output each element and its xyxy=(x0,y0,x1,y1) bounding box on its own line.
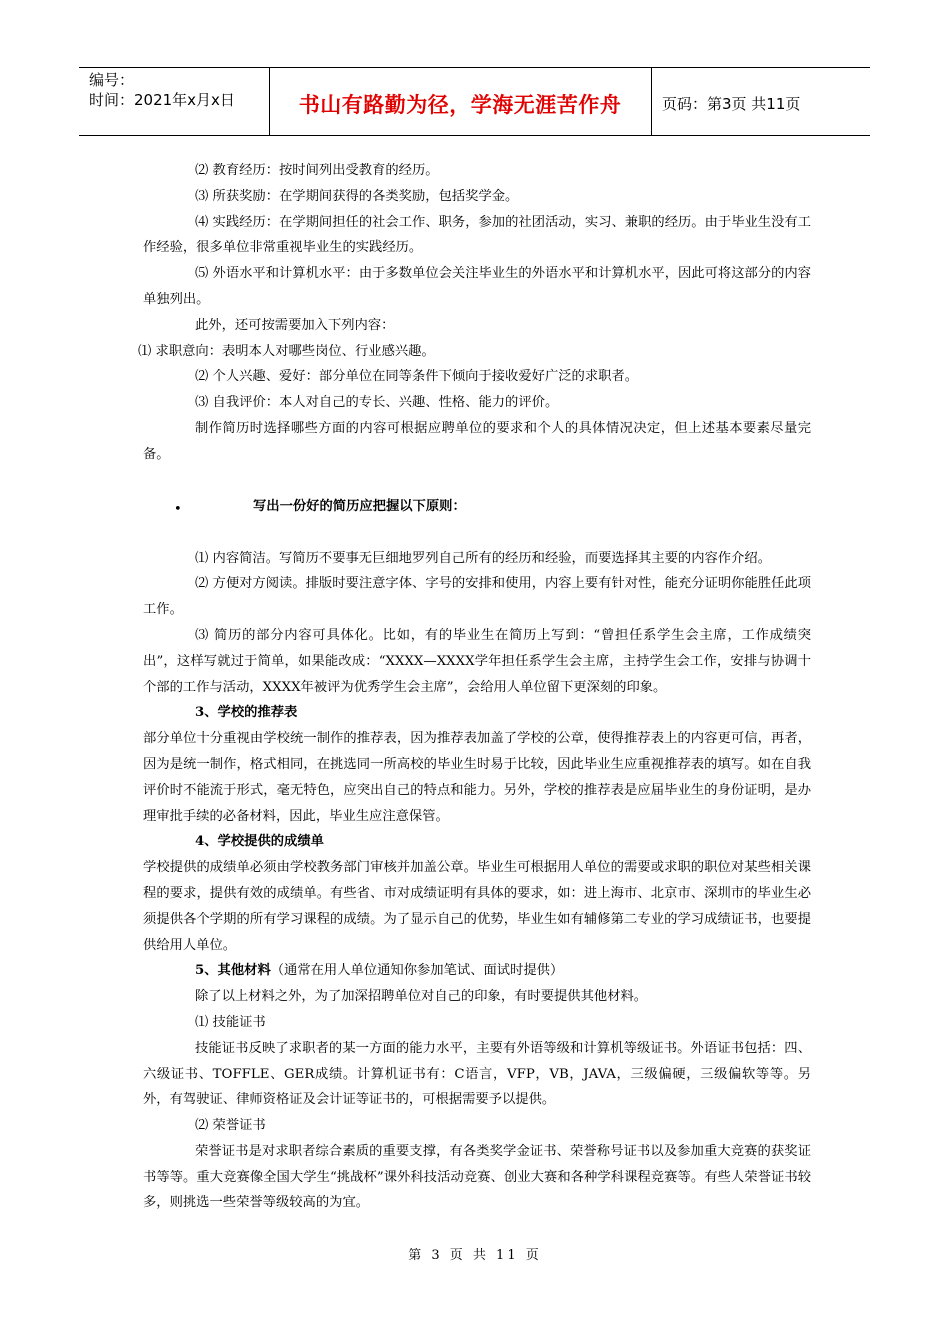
paragraph: ⑶ 所获奖励：在学期间获得的各类奖励，包括奖学金。 xyxy=(195,188,519,204)
paragraph: 制作简历时选择哪些方面的内容可根据应聘单位的要求和个人的具体情况决定，但上述基本要素尽量完备。 xyxy=(143,420,811,462)
paragraph: ⑴ 求职意向：表明本人对哪些岗位、行业感兴趣。 xyxy=(138,343,435,359)
serial-label: 编号： xyxy=(89,71,135,89)
paragraph: 学校提供的成绩单必须由学校教务部门审核并加盖公章。毕业生可根据用人单位的需要或求职的职位对某些相关课程的要求，提供有效的成绩单。有些省、市对成绩证明有具体的要求，如：进上海市、北京市、深圳市的毕业生必须提供各个学期的所有学习课程的成绩。为了显示自己的优势，毕业生如有辅修第二专业的学习成绩证书，也要提供给用人单位。 xyxy=(143,860,811,953)
header-top-rule xyxy=(79,67,870,68)
header-page-info: 页码：第3页 共11页 xyxy=(662,95,801,113)
paragraph: ⑷ 实践经历：在学期间担任的社会工作、职务，参加的社团活动，实习、兼职的经历。由于毕业生没有工作经验，很多单位非常重视毕业生的实践经历。 xyxy=(143,214,811,256)
paragraph: 除了以上材料之外，为了加深招聘单位对自己的印象，有时要提供其他材料。 xyxy=(195,989,648,1005)
bullet-icon: • xyxy=(174,501,182,517)
paragraph: 技能证书反映了求职者的某一方面的能力水平，主要有外语等级和计算机等级证书。外语证书包括：四、六级证书、TOFFLE、GER成绩。计算机证书有：C语言，VFP，VB，JAVA，三级偏硬，三级偏软等等。另外，有驾驶证、律师资格证及会计证等证书的，可根据需要予以提供。 xyxy=(143,1040,811,1108)
page-footer: 第 3 页 共 11 页 xyxy=(408,1248,542,1263)
paragraph: 此外，还可按需要加入下列内容： xyxy=(195,317,395,333)
paragraph: ⑸ 外语水平和计算机水平：由于多数单位会关注毕业生的外语水平和计算机水平，因此可将这部分的内容单独列出。 xyxy=(143,266,811,307)
paragraph: ⑶ 自我评价：本人对自己的专长、兴趣、性格、能力的评价。 xyxy=(195,395,559,411)
paragraph: 荣誉证书是对求职者综合素质的重要支撑，有各类奖学金证书、荣誉称号证书以及参加重大竞赛的获奖证书等等。重大竞赛像全国大学生“挑战杯”课外科技活动竞赛、创业大赛和各种学科课程竞赛等。有些人荣誉证书较多，则挑选一些荣誉等级较高的为宜。 xyxy=(143,1143,811,1211)
section-heading-line xyxy=(143,958,811,984)
paragraph: ⑵ 教育经历：按时间列出受教育的经历。 xyxy=(195,163,439,178)
header-divider-right xyxy=(651,67,652,136)
paragraph: ⑵ 方便对方阅读。排版时要注意字体、字号的安排和使用，内容上要有针对性，能充分证明你能胜任此项工作。 xyxy=(143,576,811,618)
header-bottom-rule xyxy=(79,135,870,136)
paragraph: ⑴ 内容简洁。写简历不要事无巨细地罗列自己所有的经历和经验，而要选择其主要的内容作介绍。 xyxy=(195,550,771,566)
paragraph: ⑵ 个人兴趣、爱好：部分单位在同等条件下倾向于接收爱好广泛的求职者。 xyxy=(195,369,639,385)
header-meta xyxy=(89,70,235,110)
paragraph: ⑵ 荣誉证书 xyxy=(195,1118,266,1134)
document-body xyxy=(138,158,811,1216)
page-header xyxy=(79,67,870,136)
bullet-heading: 写出一份好的简历应把握以下原则： xyxy=(253,498,466,514)
section-heading: 4、学校提供的成绩单 xyxy=(195,834,324,850)
paragraph: 部分单位十分重视由学校统一制作的推荐表，因为推荐表加盖了学校的公章，使得推荐表上的内容更可信，再者，因为是统一制作，格式相同，在挑选同一所高校的毕业生时易于比较，因此毕业生应重视推荐表的填写。如在自我评价时不能流于形式，毫无特色，应突出自己的特点和能力。另外，学校的推荐表是应届毕业生的身份证明，是办理审批手续的必备材料，因此，毕业生应注意保管。 xyxy=(143,731,811,824)
paragraph: ⑶ 简历的部分内容可具体化。比如，有的毕业生在简历上写到：“曾担任系学生会主席，工作成绩突出”，这样写就过于简单，如果能改成：“XXXX—XXXX学年担任系学生会主席，主持学生会工作，安排与协调十个部的工作与活动，XXXX年被评为优秀学生会主席”，会给用人单位留下更深刻的印象。 xyxy=(143,627,811,695)
header-motto: 书山有路勤为径，学海无涯苦作舟 xyxy=(298,92,622,117)
time-label: 时间：2021年x月x日 xyxy=(89,91,235,109)
paragraph: ⑴ 技能证书 xyxy=(195,1014,266,1030)
section-heading: 5、其他材料 xyxy=(195,963,271,979)
bullet-heading-row xyxy=(143,482,811,532)
section-heading-note: （通常在用人单位通知你参加笔试、面试时提供） xyxy=(270,963,564,979)
section-heading: 3、学校的推荐表 xyxy=(195,705,298,721)
